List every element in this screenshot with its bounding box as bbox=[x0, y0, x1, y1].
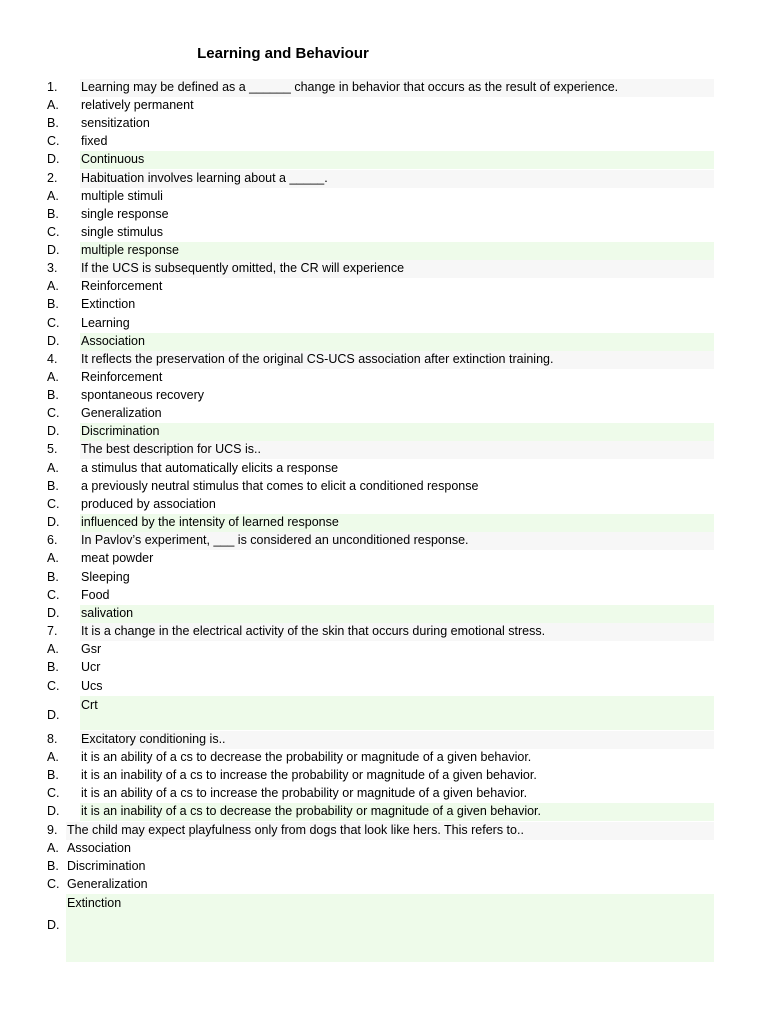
item-text: sensitization bbox=[81, 116, 150, 130]
option-row bbox=[0, 894, 768, 962]
item-number: D. bbox=[47, 424, 60, 438]
item-text: Crt bbox=[81, 698, 98, 712]
question-row bbox=[0, 170, 768, 188]
item-number: 8. bbox=[47, 732, 58, 746]
option-row bbox=[0, 803, 768, 821]
item-text: relatively permanent bbox=[81, 98, 194, 112]
item-text: Continuous bbox=[81, 152, 145, 166]
question-row bbox=[0, 731, 768, 749]
item-text: Generalization bbox=[67, 877, 148, 891]
item-number: C. bbox=[47, 225, 60, 239]
item-text: it is an ability of a cs to increase the probability or magnitude of a given behavior. bbox=[81, 786, 528, 800]
item-number: 1. bbox=[47, 80, 58, 94]
item-text: Extinction bbox=[67, 896, 122, 910]
item-number: 4. bbox=[47, 352, 58, 366]
item-number: B. bbox=[47, 479, 59, 493]
option-row bbox=[0, 242, 768, 260]
item-number: B. bbox=[47, 388, 59, 402]
option-row bbox=[0, 405, 768, 423]
item-text: it is an inability of a cs to decrease the probability or magnitude of a given behavior. bbox=[81, 804, 541, 818]
item-text: Learning bbox=[81, 316, 130, 330]
option-row bbox=[0, 659, 768, 677]
option-row bbox=[0, 333, 768, 351]
item-number: A. bbox=[47, 461, 59, 475]
item-text: It reflects the preservation of the original CS-UCS association after extinction training. bbox=[81, 352, 554, 366]
item-text: meat powder bbox=[81, 551, 154, 565]
option-row bbox=[0, 423, 768, 441]
item-text: Sleeping bbox=[81, 570, 130, 584]
option-row bbox=[0, 206, 768, 224]
item-number: C. bbox=[47, 316, 60, 330]
option-row bbox=[0, 678, 768, 696]
item-number: A. bbox=[47, 189, 59, 203]
option-row bbox=[0, 478, 768, 496]
item-number: 9. bbox=[47, 823, 58, 837]
item-text: spontaneous recovery bbox=[81, 388, 204, 402]
item-text: Food bbox=[81, 588, 110, 602]
item-text: Discrimination bbox=[81, 424, 160, 438]
item-text: salivation bbox=[81, 606, 134, 620]
option-row bbox=[0, 569, 768, 587]
item-number: C. bbox=[47, 679, 60, 693]
option-row bbox=[0, 605, 768, 623]
item-number: C. bbox=[47, 588, 60, 602]
item-number: A. bbox=[47, 551, 59, 565]
option-row bbox=[0, 767, 768, 785]
item-number: 5. bbox=[47, 442, 58, 456]
option-row bbox=[0, 641, 768, 659]
item-text: influenced by the intensity of learned response bbox=[81, 515, 339, 529]
item-text: Ucr bbox=[81, 660, 101, 674]
option-row bbox=[0, 587, 768, 605]
item-text: Reinforcement bbox=[81, 279, 163, 293]
item-text: multiple response bbox=[81, 243, 179, 257]
item-number: D. bbox=[47, 606, 60, 620]
item-number: D. bbox=[47, 708, 60, 722]
item-text: If the UCS is subsequently omitted, the CR will experience bbox=[81, 261, 405, 275]
item-number: D. bbox=[47, 334, 60, 348]
item-text: Learning may be defined as a ______ change in behavior that occurs as the result of experience. bbox=[81, 80, 619, 94]
item-number: D. bbox=[47, 918, 60, 932]
item-number: B. bbox=[47, 570, 59, 584]
item-text: Association bbox=[81, 334, 145, 348]
item-text: Excitatory conditioning is.. bbox=[81, 732, 226, 746]
option-row bbox=[0, 97, 768, 115]
option-row bbox=[0, 460, 768, 478]
item-number: 7. bbox=[47, 624, 58, 638]
option-row bbox=[0, 296, 768, 314]
option-row bbox=[0, 133, 768, 151]
option-row bbox=[0, 188, 768, 206]
question-row bbox=[0, 260, 768, 278]
item-number: 2. bbox=[47, 171, 58, 185]
item-number: D. bbox=[47, 243, 60, 257]
item-text: The child may expect playfulness only from dogs that look like hers. This refers to.. bbox=[67, 823, 524, 837]
option-row bbox=[0, 115, 768, 133]
item-number: C. bbox=[47, 134, 60, 148]
option-row bbox=[0, 496, 768, 514]
item-text: produced by association bbox=[81, 497, 216, 511]
question-row bbox=[0, 79, 768, 97]
item-number: C. bbox=[47, 877, 60, 891]
item-text: Habituation involves learning about a _____. bbox=[81, 171, 328, 185]
item-text: It is a change in the electrical activity of the skin that occurs during emotional stress. bbox=[81, 624, 546, 638]
item-text: it is an ability of a cs to decrease the probability or magnitude of a given behavior. bbox=[81, 750, 532, 764]
option-row bbox=[0, 151, 768, 169]
item-number: B. bbox=[47, 768, 59, 782]
item-text: Gsr bbox=[81, 642, 102, 656]
item-text: multiple stimuli bbox=[81, 189, 163, 203]
item-number: C. bbox=[47, 786, 60, 800]
item-text: Extinction bbox=[81, 297, 136, 311]
item-text: Generalization bbox=[81, 406, 162, 420]
item-number: D. bbox=[47, 804, 60, 818]
option-row bbox=[0, 514, 768, 532]
option-row bbox=[0, 550, 768, 568]
option-row bbox=[0, 785, 768, 803]
item-number: B. bbox=[47, 207, 59, 221]
item-number: B. bbox=[47, 116, 59, 130]
item-text: it is an inability of a cs to increase the probability or magnitude of a given behavior. bbox=[81, 768, 537, 782]
item-number: B. bbox=[47, 660, 59, 674]
question-row bbox=[0, 623, 768, 641]
option-row bbox=[0, 749, 768, 767]
item-text: In Pavlov’s experiment, ___ is considered an unconditioned response. bbox=[81, 533, 469, 547]
question-row bbox=[0, 532, 768, 550]
item-text: The best description for UCS is.. bbox=[81, 442, 261, 456]
option-row bbox=[0, 224, 768, 242]
item-number: A. bbox=[47, 642, 59, 656]
item-number: D. bbox=[47, 515, 60, 529]
item-text: Ucs bbox=[81, 679, 103, 693]
item-text: Discrimination bbox=[67, 859, 146, 873]
item-text: a stimulus that automatically elicits a response bbox=[81, 461, 339, 475]
item-number: C. bbox=[47, 497, 60, 511]
item-number: 3. bbox=[47, 261, 58, 275]
item-text: Association bbox=[67, 841, 131, 855]
question-row bbox=[0, 351, 768, 369]
option-row bbox=[0, 387, 768, 405]
item-number: A. bbox=[47, 279, 59, 293]
item-number: A. bbox=[47, 98, 59, 112]
option-row bbox=[0, 840, 768, 858]
option-row bbox=[0, 696, 768, 730]
option-row bbox=[0, 315, 768, 333]
option-row bbox=[0, 876, 768, 894]
page-title: Learning and Behaviour bbox=[197, 45, 369, 62]
item-text: single response bbox=[81, 207, 169, 221]
item-number: D. bbox=[47, 152, 60, 166]
item-text: single stimulus bbox=[81, 225, 163, 239]
option-row bbox=[0, 858, 768, 876]
item-number: A. bbox=[47, 841, 59, 855]
item-number: B. bbox=[47, 859, 59, 873]
item-number: B. bbox=[47, 297, 59, 311]
question-row bbox=[0, 441, 768, 459]
item-text: fixed bbox=[81, 134, 108, 148]
item-text: a previously neutral stimulus that comes to elicit a conditioned response bbox=[81, 479, 479, 493]
option-row bbox=[0, 369, 768, 387]
item-text: Reinforcement bbox=[81, 370, 163, 384]
question-row bbox=[0, 822, 768, 840]
option-row bbox=[0, 278, 768, 296]
item-number: A. bbox=[47, 750, 59, 764]
item-number: C. bbox=[47, 406, 60, 420]
item-number: 6. bbox=[47, 533, 58, 547]
item-number: A. bbox=[47, 370, 59, 384]
